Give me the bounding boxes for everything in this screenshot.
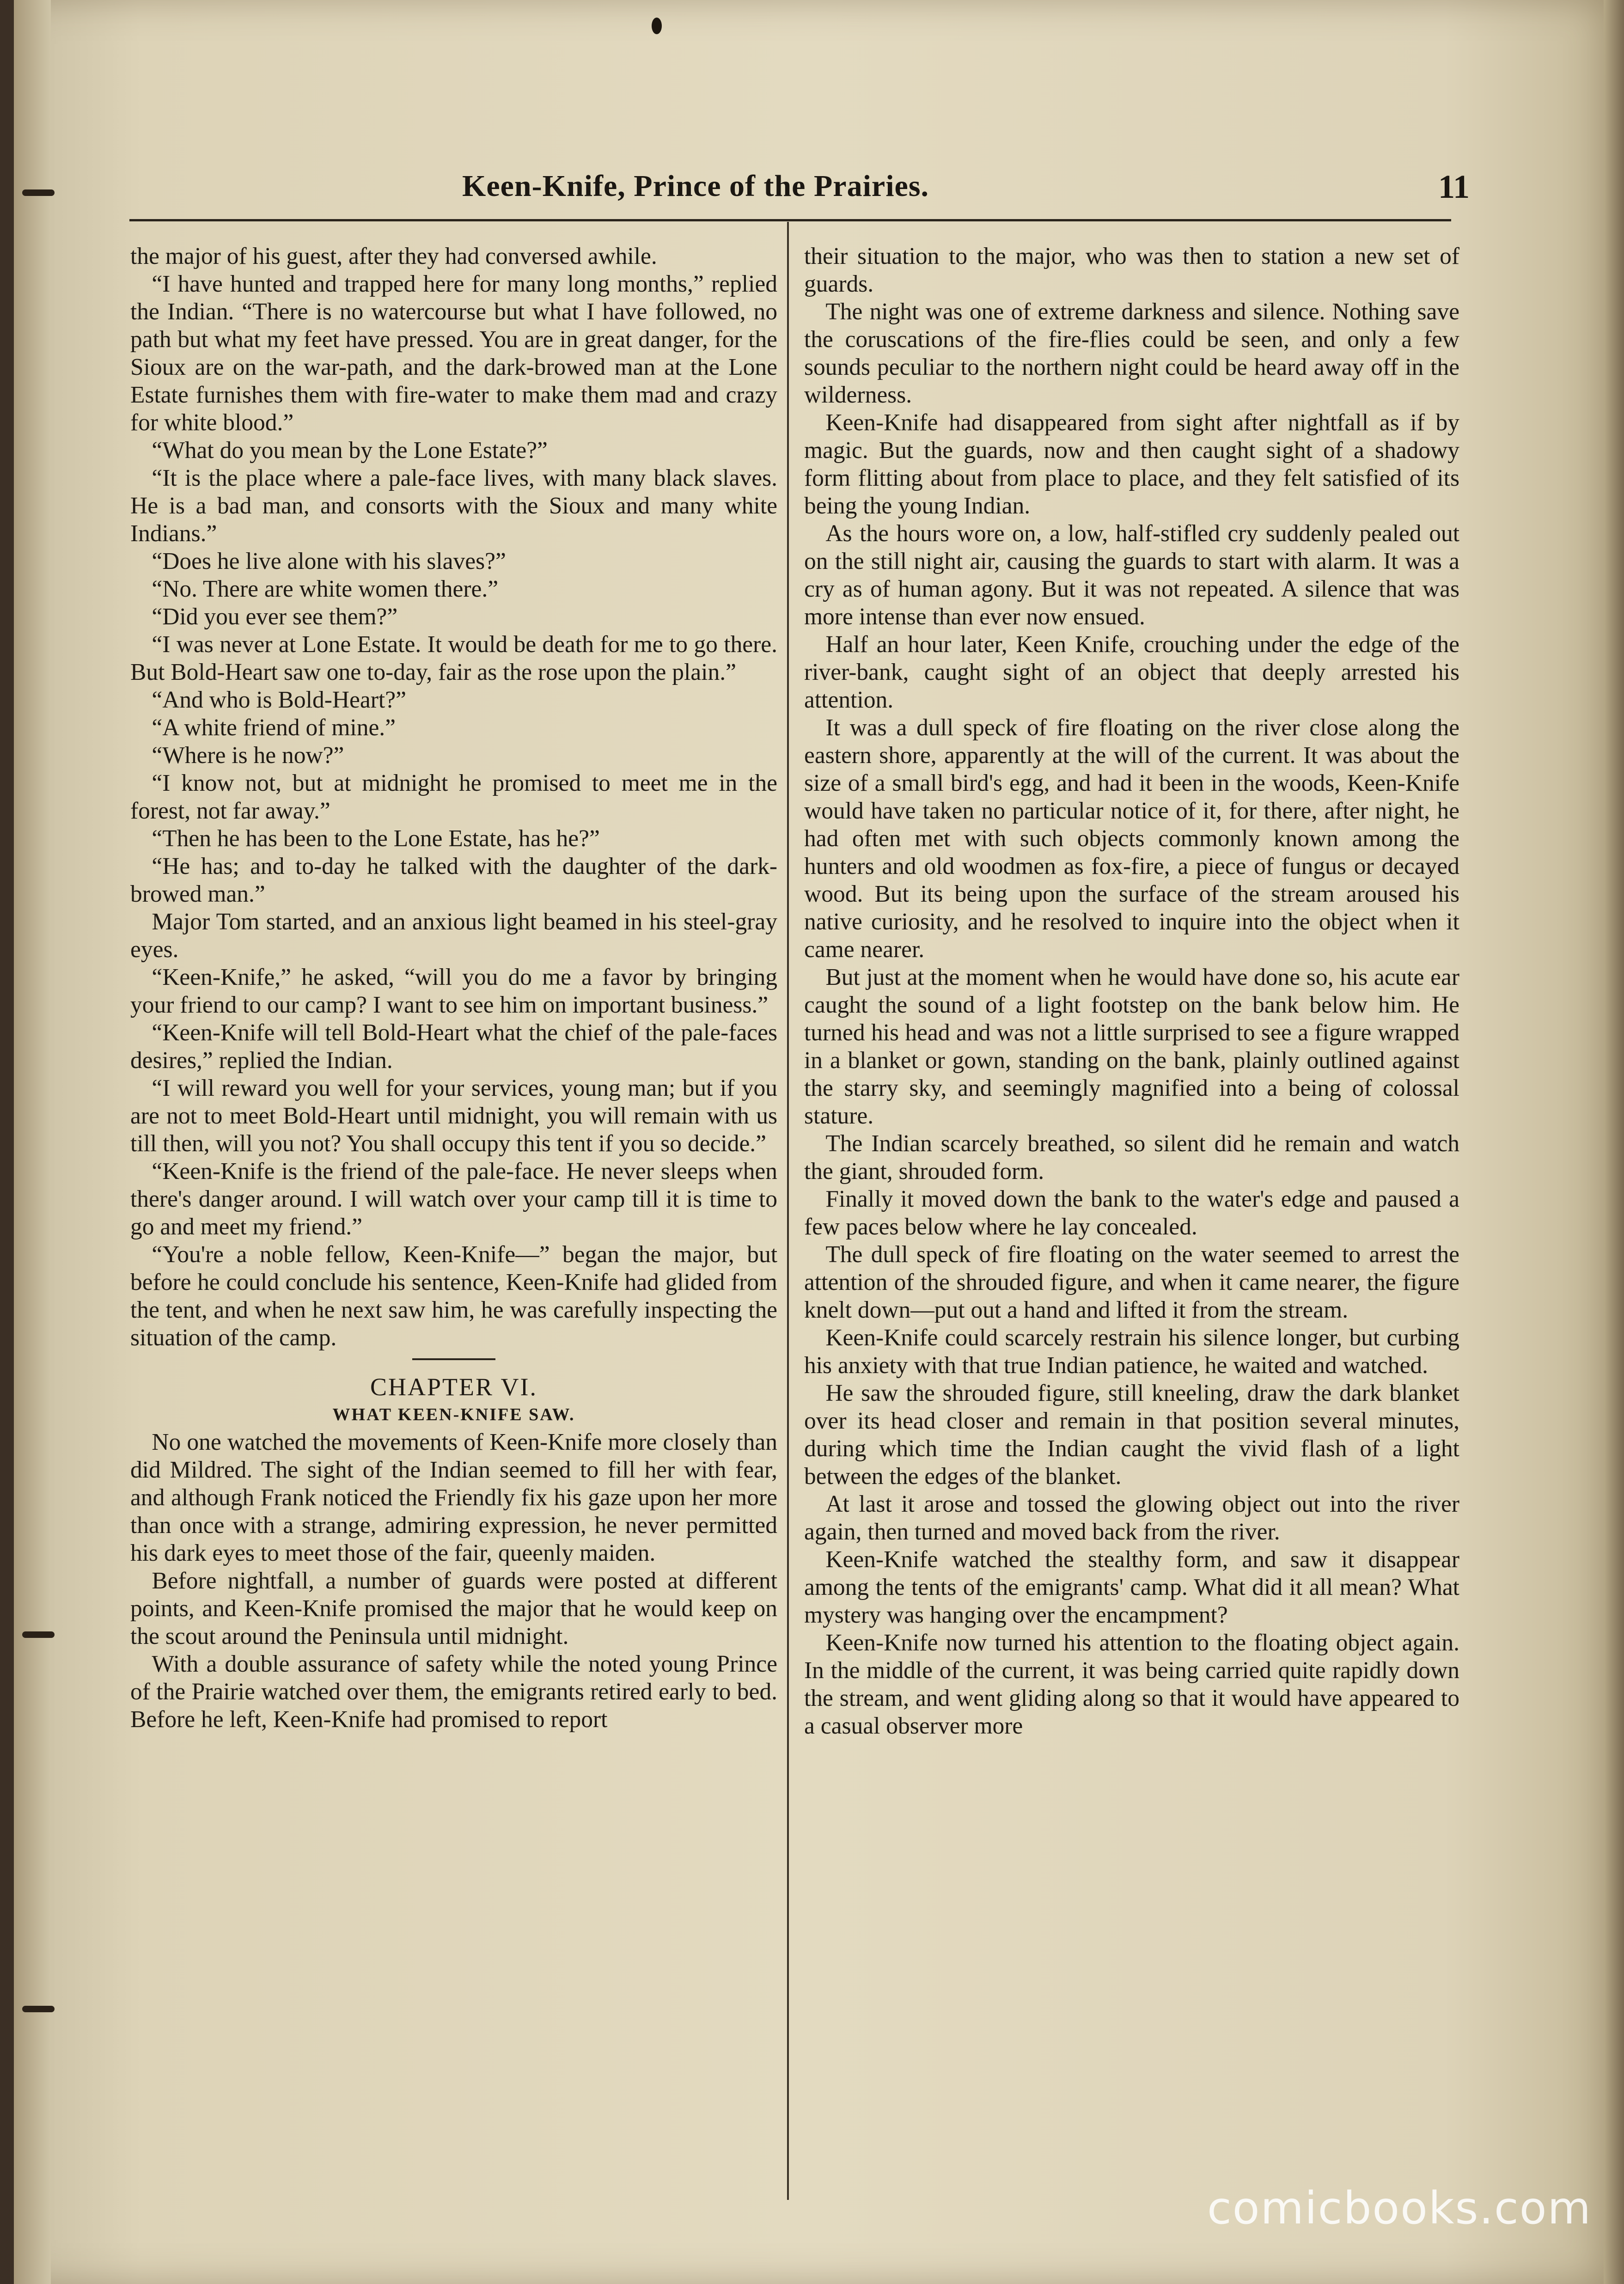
- paragraph: “I know not, but at midnight he promised to meet me in the forest, not far away.”: [130, 770, 777, 824]
- paragraph: Finally it moved down the bank to the water's edge and paused a few paces below where he lay concealed.: [804, 1186, 1459, 1240]
- paragraph: It was a dull speck of fire floating on the river close along the eastern shore, apparently at the will of the current. It was about the size of a small bird's egg, and had it been in the woods, Keen-Knife would have taken no particular notice of it, for there, after night, he had often met with such objects commonly known among the hunters and old woodmen as fox-fire, a piece of fungus or decayed wood. But its being upon the surface of the stream aroused his native curiosity, and he resolved to inquire into the object when it came nearer.: [804, 715, 1459, 963]
- paragraph: “I was never at Lone Estate. It would be death for me to go there. But Bold-Heart saw one to-day, fair as the rose upon the plain.”: [130, 631, 777, 685]
- paragraph: But just at the moment when he would have done so, his acute ear caught the sound of a light footstep on the bank below him. He turned his head and was not a little surprised to see a figure wrapped in a blanket or gown, standing on the bank, plainly outlined against the starry sky, and seemingly magnified into a being of colossal stature.: [804, 964, 1459, 1129]
- paragraph: Before nightfall, a number of guards were posted at different points, and Keen-Knife promised the major that he would keep on the scout around the Peninsula until midnight.: [130, 1568, 777, 1649]
- paragraph: The dull speck of fire floating on the water seemed to arrest the attention of the shrouded figure, and when it came nearer, the figure knelt down—put out a hand and lifted it from the stream.: [804, 1241, 1459, 1323]
- paragraph: The Indian scarcely breathed, so silent did he remain and watch the giant, shrouded form.: [804, 1130, 1459, 1185]
- paragraph: “You're a noble fellow, Keen-Knife—” began the major, but before he could conclude his sentence, Keen-Knife had glided from the tent, and when he next saw him, he was carefully inspecting the situation of the camp.: [130, 1241, 777, 1351]
- paragraph: Keen-Knife watched the stealthy form, and saw it disappear among the tents of the emigrants' camp. What did it all mean? What mystery was hanging over the encampment?: [804, 1546, 1459, 1628]
- paragraph: “It is the place where a pale-face lives, with many black slaves. He is a bad man, and consorts with the Sioux and many white Indians.”: [130, 465, 777, 547]
- page-edge: [1604, 0, 1624, 2284]
- paragraph: “Does he live alone with his slaves?”: [152, 548, 506, 574]
- running-title: Keen-Knife, Prince of the Prairies.: [462, 169, 929, 203]
- paragraph: He saw the shrouded figure, still kneeling, draw the dark blanket over its head closer and remain in that position several minutes, during which time the Indian caught the vivid flash of a light between the edges of the blanket.: [804, 1380, 1459, 1490]
- binding-stitch: [22, 1631, 55, 1638]
- paragraph: “He has; and to-day he talked with the daughter of the dark-browed man.”: [130, 853, 777, 907]
- right-column: [804, 243, 1459, 1740]
- chapter-rule: [412, 1358, 495, 1360]
- paragraph: their situation to the major, who was then to station a new set of guards.: [804, 243, 1459, 297]
- paragraph: “What do you mean by the Lone Estate?”: [152, 437, 548, 464]
- paragraph: Keen-Knife now turned his attention to the floating object again. In the middle of the current, it was being carried quite rapidly down the stream, and went gliding along so that it would have appeared to a casual observer more: [804, 1630, 1459, 1739]
- paragraph: “I have hunted and trapped here for many long months,” replied the Indian. “There is no watercourse but what I have followed, no path but what my feet have pressed. You are in great danger, for the Sioux are on the war-path, and the dark-browed man at the Lone Estate furnishes them with fire-water to make them mad and crazy for white blood.”: [130, 271, 777, 436]
- header-rule: [129, 219, 1451, 221]
- paragraph: Major Tom started, and an anxious light beamed in his steel-gray eyes.: [130, 909, 777, 963]
- binding-stitch: [22, 2006, 55, 2012]
- paragraph: Half an hour later, Keen Knife, crouching under the edge of the river-bank, caught sight of an object that deeply arrested his attention.: [804, 631, 1459, 713]
- left-column: [130, 243, 777, 1734]
- binding-stitch: [22, 189, 55, 196]
- paragraph: “No. There are white women there.”: [152, 576, 499, 602]
- paragraph: At last it arose and tossed the glowing object out into the river again, then turned and moved back from the river.: [804, 1491, 1459, 1545]
- column-divider: [787, 222, 789, 2200]
- paragraph: With a double assurance of safety while the noted young Prince of the Prairie watched over them, the emigrants retired early to bed. Before he left, Keen-Knife had promised to report: [130, 1651, 777, 1733]
- paragraph: Keen-Knife had disappeared from sight after nightfall as if by magic. But the guards, now and then caught sight of a shadowy form flitting about from place to place, and they felt satisfied of its being the young Indian.: [804, 409, 1459, 519]
- chapter-subtitle: WHAT KEEN-KNIFE SAW.: [332, 1405, 575, 1424]
- chapter-title: CHAPTER VI.: [370, 1373, 538, 1401]
- paragraph: “A white friend of mine.”: [152, 715, 396, 741]
- paragraph: “Keen-Knife,” he asked, “will you do me a favor by bringing your friend to our camp? I want to see him on important business.”: [130, 964, 777, 1018]
- paragraph: “I will reward you well for your services, young man; but if you are not to meet Bold-Heart until midnight, you will remain with us till then, will you not? You shall occupy this tent if you so decide.”: [130, 1075, 777, 1157]
- paragraph: The night was one of extreme darkness and silence. Nothing save the coruscations of the fire-flies could be seen, and only a few sounds peculiar to the northern night could be heard away off in the wilderness.: [804, 299, 1459, 408]
- paragraph: “Then he has been to the Lone Estate, has he?”: [152, 825, 600, 852]
- paragraph: “Keen-Knife is the friend of the pale-face. He never sleeps when there's danger around. I will watch over your camp till it is time to go and meet my friend.”: [130, 1158, 777, 1240]
- paragraph: “Where is he now?”: [152, 742, 344, 769]
- paragraph: the major of his guest, after they had conversed awhile.: [130, 243, 657, 269]
- paragraph: As the hours wore on, a low, half-stifled cry suddenly pealed out on the still night air, causing the guards to start with alarm. It was a cry as of human agony. But it was not repeated. A silence that was more intense than ever now ensued.: [804, 520, 1459, 630]
- paragraph: “Keen-Knife will tell Bold-Heart what the chief of the pale-faces desires,” replied the Indian.: [130, 1020, 777, 1074]
- paragraph: “And who is Bold-Heart?”: [152, 687, 406, 713]
- paragraph: No one watched the movements of Keen-Knife more closely than did Mildred. The sight of the Indian seemed to fill her with fear, and although Frank noticed the Friendly fix his gaze upon her more than once with a strange, admiring expression, he never permitted his dark eyes to meet those of the fair, queenly maiden.: [130, 1429, 777, 1566]
- running-header: [129, 159, 1470, 210]
- paragraph: Keen-Knife could scarcely restrain his silence longer, but curbing his anxiety with that true Indian patience, he waited and watched.: [804, 1325, 1459, 1379]
- watermark: comicbooks.com: [1207, 2182, 1592, 2234]
- paragraph: “Did you ever see them?”: [152, 604, 398, 630]
- ink-spot: [652, 18, 662, 34]
- page-binding: [14, 0, 51, 2284]
- page-number: 11: [1438, 168, 1470, 205]
